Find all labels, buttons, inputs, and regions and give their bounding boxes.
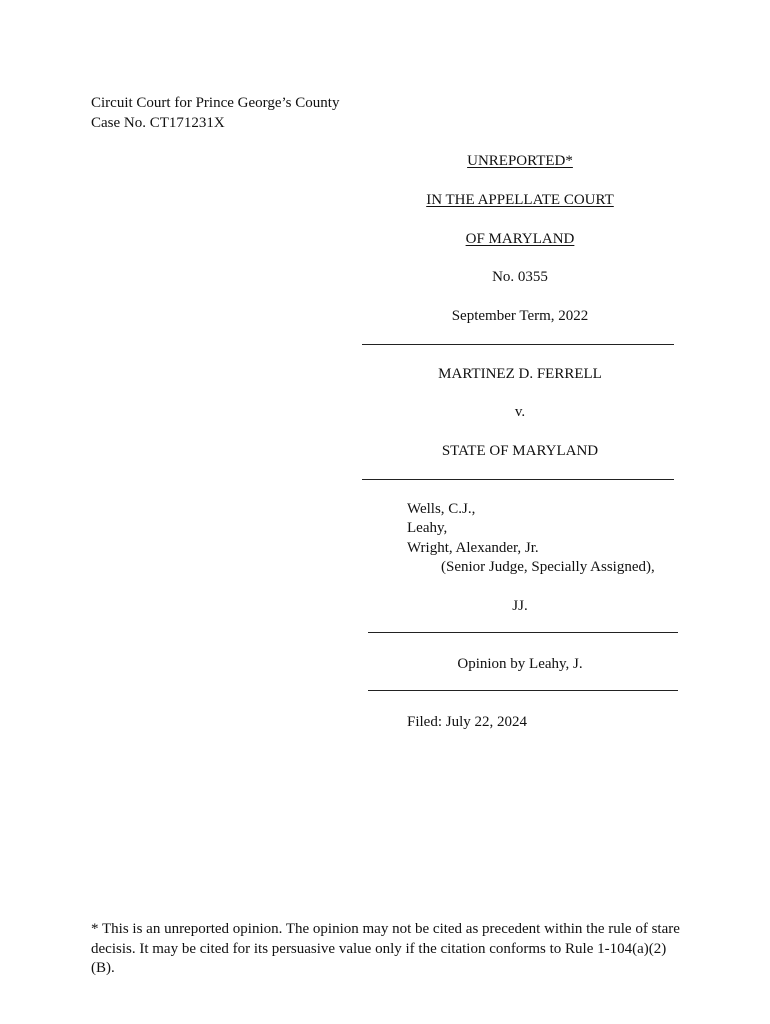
unreported-text: UNREPORTED*: [467, 153, 573, 169]
court-name-line1: IN THE APPELLATE COURT: [426, 192, 614, 208]
appellee: STATE OF MARYLAND: [441, 443, 599, 459]
appeal-number: No. 0355: [492, 269, 548, 285]
footnote-text: This is an unreported opinion. The opinion may not be cited as precedent within the rule of stare decisis. It may be cited for its persuasive value only if the citation conforms to Rule 1-104(a)(2)(B).: [91, 921, 680, 976]
unreported-label: [362, 152, 678, 171]
divider-1: [362, 344, 674, 345]
appellant: MARTINEZ D. FERRELL: [438, 366, 602, 382]
term: September Term, 2022: [451, 308, 589, 324]
case-number: Case No. CT171231X: [91, 115, 225, 131]
panel-suffix: JJ.: [512, 598, 528, 614]
filed-date: Filed: July 22, 2024: [407, 714, 528, 730]
judge-wright: Wright, Alexander, Jr.: [407, 540, 539, 556]
court-line-2: [362, 230, 678, 249]
versus: v.: [514, 404, 526, 420]
court-line-1: [362, 191, 678, 210]
court-name-line2: OF MARYLAND: [465, 231, 575, 247]
judge-leahy: Leahy,: [407, 520, 448, 536]
judge-note: (Senior Judge, Specially Assigned),: [441, 559, 655, 575]
opinion-author: Opinion by Leahy, J.: [457, 656, 583, 672]
divider-2: [362, 479, 674, 480]
divider-3: [368, 632, 678, 633]
judge-wells: Wells, C.J.,: [407, 501, 476, 517]
divider-4: [368, 690, 678, 691]
footnote: [91, 920, 681, 979]
footnote-marker: *: [91, 921, 99, 937]
lower-court-name: Circuit Court for Prince George’s County: [91, 95, 340, 111]
